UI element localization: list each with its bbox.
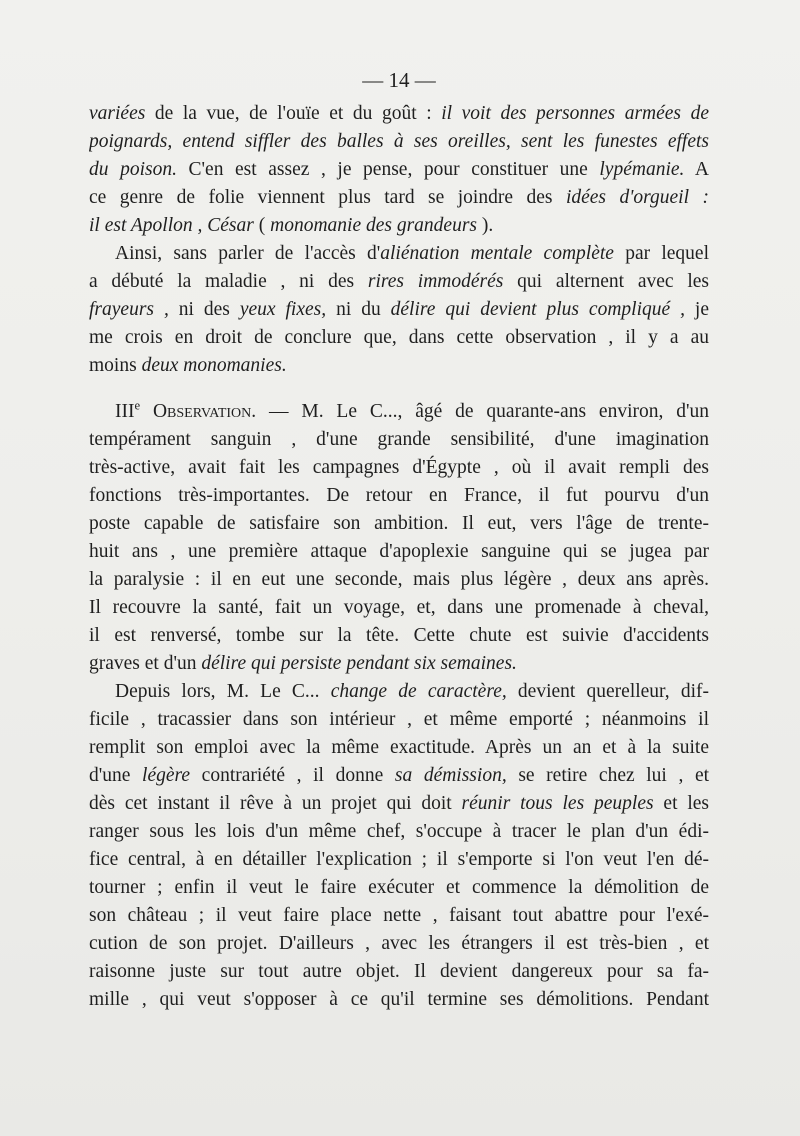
text-run: qui alternent avec les [503, 271, 709, 292]
italic-run: monomanie des grandeurs [270, 215, 478, 236]
small-caps-run: Observation. [140, 401, 257, 422]
paragraph-p2 [89, 240, 709, 380]
paragraph-p4 [89, 678, 709, 1014]
text-run: d'une [89, 765, 143, 786]
text-line [89, 566, 709, 594]
text-line [89, 454, 709, 482]
text-run: remplit son emploi avec la même exactitude. Après un an et à la suite [89, 737, 709, 758]
italic-run: deux monomanies. [141, 355, 287, 376]
text-line [89, 762, 709, 790]
text-line [89, 986, 709, 1014]
paragraph-p3 [89, 398, 709, 678]
text-run: se retire chez lui , et [506, 765, 709, 786]
paragraph-gap [89, 380, 709, 398]
text-line [89, 874, 709, 902]
text-line [89, 706, 709, 734]
text-run: ficile , tracassier dans son intérieur , et même emporté ; néanmoins il [89, 709, 709, 730]
text-run: ni des [168, 299, 240, 320]
italic-run: rires immodérés [367, 271, 504, 292]
text-run: ni du [326, 299, 391, 320]
text-run: poste capable de satisfaire son ambition. Il eut, vers l'âge de trente- [89, 513, 709, 534]
text-run: cution de son projet. D'ailleurs , avec les étrangers il est très-bien , et [89, 933, 709, 954]
text-run: Depuis lors, M. Le C... [115, 681, 331, 702]
text-line [89, 902, 709, 930]
text-line [89, 846, 709, 874]
text-run: de la vue, de l'ouïe et du goût : [145, 103, 442, 124]
italic-run: légère [142, 765, 191, 786]
italic-run: délire qui persiste pendant six semaines. [201, 653, 517, 674]
text-block [89, 60, 709, 1014]
text-line [89, 240, 709, 268]
text-run: a débuté la maladie , ni des [89, 271, 368, 292]
text-run: son château ; il veut faire place nette , faisant tout abattre pour l'exé- [89, 905, 709, 926]
text-line [89, 958, 709, 986]
text-run: huit ans , une première attaque d'apoplexie sanguine qui se jugea par [89, 541, 709, 562]
text-run: et les [653, 793, 709, 814]
text-run: III [115, 401, 135, 422]
text-run: contrariété , il donne [190, 765, 395, 786]
text-run: raisonne juste sur tout autre objet. Il devient dangereux pour sa fa- [89, 961, 709, 982]
italic-run: il est Apollon , César [89, 215, 254, 236]
italic-run: réunir tous les peuples [461, 793, 654, 814]
italic-run: il voit des personnes armées de [441, 103, 709, 124]
text-line [89, 184, 709, 212]
text-run: graves et d'un [89, 653, 202, 674]
text-line [89, 100, 709, 128]
text-line [89, 594, 709, 622]
text-line [89, 212, 709, 240]
text-line [89, 398, 709, 426]
text-line [89, 930, 709, 958]
text-line [89, 156, 709, 184]
italic-run: poignards, entend siffler des balles à ses oreilles, sent les funestes effets [89, 131, 709, 152]
paragraph-p1 [89, 100, 709, 240]
italic-run: yeux fixes, [239, 299, 327, 320]
text-run: Il recouvre la santé, fait un voyage, et, dans une promenade à cheval, [89, 597, 709, 618]
page-number: — 14 — [362, 68, 436, 92]
text-run: moins [89, 355, 142, 376]
text-line [89, 790, 709, 818]
text-run: fonctions très-importantes. De retour en France, il fut pourvu d'un [89, 485, 709, 506]
italic-run: lypémanie. [599, 159, 685, 180]
text-run: me crois en droit de conclure que, dans cette observation , il y a au [89, 327, 709, 348]
text-run: ). [477, 215, 494, 236]
text-run: fice central, à en détailler l'explication ; il s'emporte si l'on veut l'en dé- [89, 849, 709, 870]
italic-run: délire qui devient plus compliqué , [390, 299, 685, 320]
text-run: C'en est assez , je pense, pour constituer une [176, 159, 600, 180]
italic-run: idées d'orgueil : [565, 187, 709, 208]
text-run: par lequel [613, 243, 709, 264]
text-line [89, 482, 709, 510]
text-run: ranger sous les lois d'un même chef, s'occupe à tracer le plan d'un édi- [89, 821, 709, 842]
text-run: devient querelleur, dif- [506, 681, 709, 702]
italic-run: frayeurs , [89, 299, 169, 320]
text-run: Ainsi, sans parler de l'accès d' [115, 243, 381, 264]
text-run: A [684, 159, 709, 180]
text-run: tourner ; enfin il veut le faire exécuter et commence la démolition de [89, 877, 709, 898]
text-line [89, 268, 709, 296]
italic-run: change de caractère, [330, 681, 507, 702]
text-line [89, 734, 709, 762]
text-line [89, 296, 709, 324]
text-run: mille , qui veut s'opposer à ce qu'il termine ses démolitions. Pendant [89, 989, 709, 1010]
italic-run: sa démission, [394, 765, 507, 786]
text-run: dès cet instant il rêve à un projet qui doit [89, 793, 462, 814]
text-run: très-active, avait fait les campagnes d'Égypte , où il avait rempli des [89, 457, 709, 478]
text-run: la paralysie : il en eut une seconde, mais plus légère , deux ans après. [89, 569, 709, 590]
text-line [89, 128, 709, 156]
superscript: e [134, 398, 141, 413]
text-run: tempérament sanguin , d'une grande sensibilité, d'une imagination [89, 429, 709, 450]
text-line [89, 426, 709, 454]
text-line [89, 678, 709, 706]
text-line [89, 622, 709, 650]
text-run: je [684, 299, 709, 320]
text-line [89, 538, 709, 566]
italic-run: variées [89, 103, 146, 124]
italic-run: du poison. [89, 159, 177, 180]
text-line [89, 324, 709, 352]
italic-run: aliénation mentale complète [380, 243, 614, 264]
text-line [89, 650, 709, 678]
text-run: ce genre de folie viennent plus tard se joindre des [89, 187, 566, 208]
text-run: ( [253, 215, 271, 236]
text-line [89, 510, 709, 538]
text-run: il est renversé, tombe sur la tête. Cette chute est suivie d'accidents [89, 625, 709, 646]
text-run: — M. Le C..., âgé de quarante-ans environ, d'un [256, 401, 709, 422]
text-line [89, 818, 709, 846]
text-line [89, 352, 709, 380]
paragraphs [89, 100, 709, 1014]
